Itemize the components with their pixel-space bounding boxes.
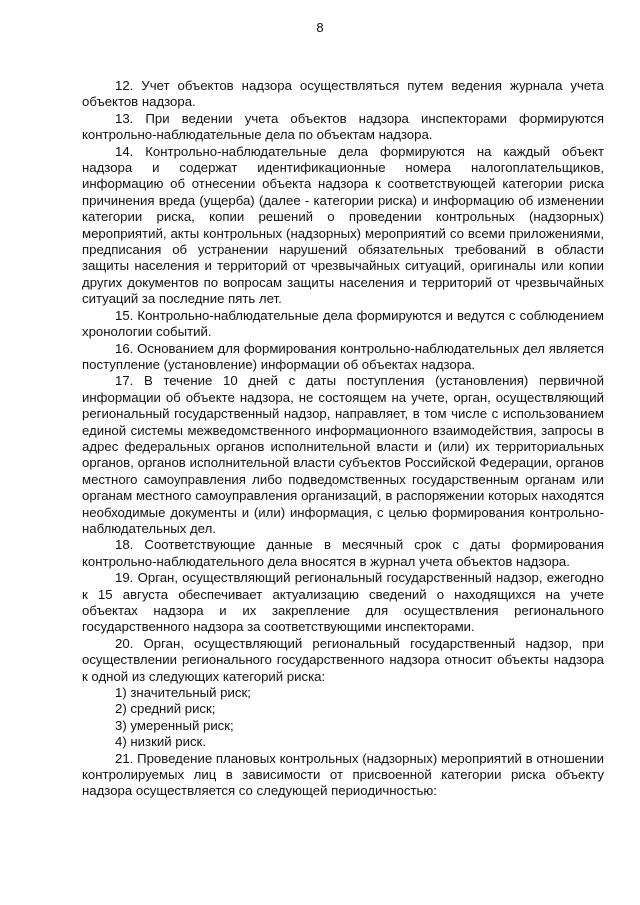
paragraph-13: 13. При ведении учета объектов надзора инспекторами формируются контрольно-наблюдательные дела по объектам надзора. — [82, 110, 604, 143]
page-number: 8 — [316, 20, 324, 35]
paragraph-21: 21. Проведение плановых контрольных (надзорных) мероприятий в отношении контролируемых лиц в зависимости от присвоенной категории риска объекту надзора осуществляется со следующей периодичностью: — [82, 750, 604, 799]
risk-category-item: 2) средний риск; — [115, 701, 216, 717]
paragraph-19: 19. Орган, осуществляющий региональный государственный надзор, ежегодно к 15 августа обеспечивает актуализацию сведений о находящихся на учете объектах надзора и их закрепление для осуществления регионального государственного надзора за соответствующими инспекторами. — [82, 570, 604, 635]
risk-category-item: 4) низкий риск. — [115, 734, 206, 750]
risk-category-item: 1) значительный риск; — [115, 685, 251, 701]
paragraph-12: 12. Учет объектов надзора осуществляться путем ведения журнала учета объектов надзора. — [82, 78, 604, 110]
risk-category-item: 3) умеренный риск; — [115, 717, 234, 733]
paragraph-14: 14. Контрольно-наблюдательные дела формируются на каждый объект надзора и содержат идентификационные номера налогоплательщиков, информацию об отнесении объекта надзора к соответствующей категории риска причинения вреда (ущерба) (далее - категории риска) и информацию об изменении категории риска, копии решений о проведении контрольных (надзорных) мероприятий, акты контрольных (надзорных) мероприятий со всеми приложениями, предписания об устранении нарушений обязательных требований в области защиты населения и территорий от чрезвычайных ситуаций, оригиналы или копии других документов по вопросам защиты населения и территорий от чрезвычайных ситуаций за последние пять лет. — [82, 143, 604, 307]
document-body — [82, 78, 604, 800]
paragraph-15: 15. Контрольно-наблюдательные дела формируются и ведутся с соблюдением хронологии событий. — [82, 307, 604, 340]
paragraph-20: 20. Орган, осуществляющий региональный государственный надзор, при осуществлении регионального государственного надзора относит объекты надзора к одной из следующих категорий риска: — [82, 635, 604, 684]
paragraph-18: 18. Соответствующие данные в месячный срок с даты формирования контрольно-наблюдательного дела вносятся в журнал учета объектов надзора. — [82, 537, 604, 569]
paragraph-17: 17. В течение 10 дней с даты поступления (установления) первичной информации об объекте надзора, не состоящем на учете, орган, осуществляющий региональный государственный надзор, направляет, в том числе с использованием единой системы межведомственного информационного взаимодействия, запросы в адрес федеральных органов исполнительной власти и (или) их территориальных органов, органов исполнительной власти субъектов Российской Федерации, органов местного самоуправления либо подведомственных государственным органам или органам местного самоуправления организаций, в распоряжении которых находятся необходимые документы и (или) информация, с целью формирования контрольно-наблюдательных дел. — [82, 373, 604, 536]
paragraph-16: 16. Основанием для формирования контрольно-наблюдательных дел является поступление (установление) информации об объектах надзора. — [82, 340, 604, 372]
